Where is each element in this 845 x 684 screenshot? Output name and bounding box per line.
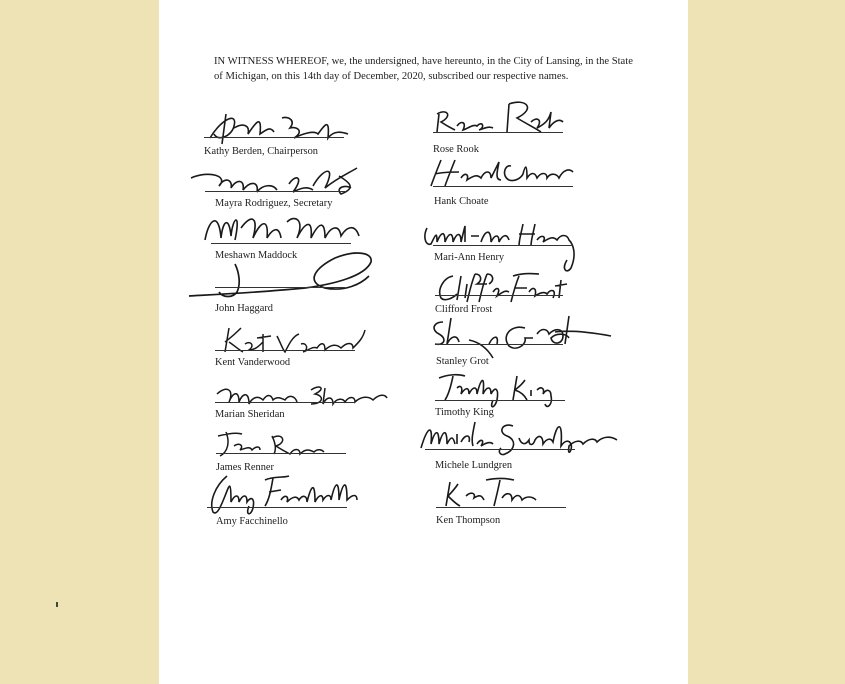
signer-name: James Renner [216, 462, 274, 473]
signature-timothy-king [435, 370, 570, 412]
signature-michele-lundgren [417, 418, 622, 464]
signer-name: Rose Rook [433, 144, 479, 155]
signature-james-renner [216, 428, 326, 462]
signature-line [215, 402, 355, 403]
signature-line [433, 132, 563, 133]
scan-speck [56, 602, 58, 607]
signature-line [216, 453, 346, 454]
signature-line [435, 295, 563, 296]
signature-line [435, 400, 565, 401]
signature-amy-facchinello [207, 472, 362, 520]
witness-statement: IN WITNESS WHEREOF, we, the undersigned, have hereunto, in the City of Lansing, in the State of Michigan, on this 14th day of December, 2020, subscribed our respective names. [214, 56, 633, 82]
signer-name: Ken Thompson [436, 515, 501, 526]
signer-name: Mari-Ann Henry [434, 252, 505, 263]
signature-line [215, 350, 355, 351]
signer-name: Amy Facchinello [216, 516, 288, 527]
signature-kathy-berden [204, 104, 354, 149]
signature-john-haggard [185, 248, 380, 306]
signer-name: Kent Vanderwood [215, 357, 291, 368]
signer-name: Kathy Berden, Chairperson [204, 146, 318, 157]
signature-line [204, 137, 344, 138]
signature-clifford-frost [435, 270, 570, 308]
signer-name: Clifford Frost [435, 304, 493, 315]
signer-name: Stanley Grot [436, 356, 489, 367]
signature-line [211, 243, 351, 244]
signature-kent-vanderwood [215, 322, 375, 358]
signature-line [215, 287, 345, 288]
signature-line [436, 507, 566, 508]
signature-line [425, 449, 575, 450]
signature-line [435, 344, 563, 345]
signer-name: Michele Lundgren [435, 460, 513, 471]
signer-name: Mayra Rodriguez, Secretary [215, 198, 333, 209]
signature-line [205, 191, 345, 192]
signer-name: Timothy King [435, 407, 494, 418]
document-page [159, 0, 688, 684]
signature-marian-sheridan [215, 380, 390, 410]
signature-mayra-rodriguez [189, 162, 374, 202]
signature-line [433, 245, 573, 246]
signer-name: John Haggard [215, 303, 274, 314]
signer-name: Hank Choate [434, 196, 489, 207]
signer-name: Marian Sheridan [215, 409, 285, 420]
signature-line [433, 186, 573, 187]
signature-line [207, 507, 347, 508]
signer-name: Meshawn Maddock [215, 250, 298, 261]
